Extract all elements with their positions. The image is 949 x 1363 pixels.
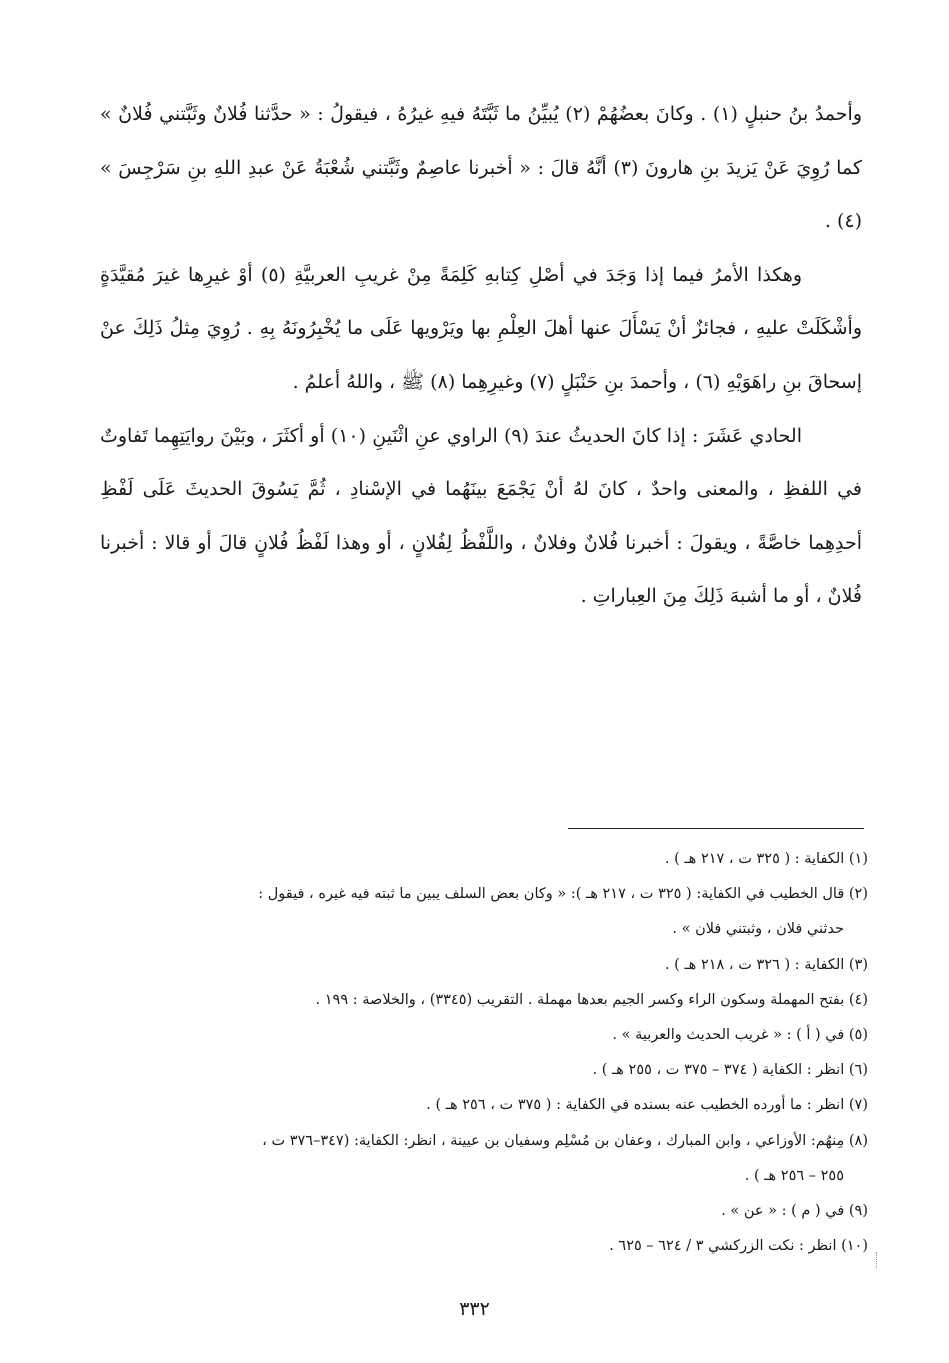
footnote-text: (٤) بفتح المهملة وسكون الراء وكسر الجيم بعدها مهملة . التقريب (٣٣٤٥) ، والخلاصة : ١٩٩ . <box>315 991 868 1008</box>
footnote-text: (١) الكفاية : ( ٣٢٥ ت ، ٢١٧ هـ ) . <box>664 851 868 867</box>
footnote-continuation: حدثني فلان ، وثبتني فلان » . <box>672 921 844 938</box>
footnotes-section <box>118 842 868 1264</box>
footnote <box>118 1018 868 1053</box>
footnote-text: (٧) انظر : ما أورده الخطيب عنه بسنده في الكفاية : ( ٣٧٥ ت ، ٢٥٦ هـ ) . <box>426 1097 868 1114</box>
footnote-continuation: ٢٥٥ – ٢٥٦ هـ ) . <box>744 1167 844 1184</box>
footnote-text: (٥) في ( أ ) : « غريب الحديث والعربية » . <box>612 1027 868 1044</box>
footnote-text: (٦) انظر : الكفاية ( ٣٧٤ – ٣٧٥ ت ، ٢٥٥ هـ ) . <box>592 1062 868 1079</box>
footnote <box>118 1053 868 1088</box>
paragraph: وأحمدُ بنُ حنبلٍ (١) . وكانَ بعضُهُمْ (٢) يُبيِّنُ ما ثَبَّتَهُ فيهِ غيرُهُ ، فيقولُ : « حدَّثنا فُلانٌ وثَبَّتني فُلانٌ » كما رُوِيَ عَنْ يَزيدَ بنِ هارونَ (٣) أنَّهُ قالَ : « أخبرنا عاصِمٌ وثَبَّتني شُعْبَةُ عَنْ عبدِ اللهِ بنِ سَرْجِسَ » (٤) . <box>100 103 863 233</box>
footnote-text: (٩) في ( م ) : « عن » . <box>721 1203 868 1220</box>
footnote <box>118 1229 868 1264</box>
footnote <box>118 1124 868 1194</box>
footnote <box>118 1088 868 1123</box>
footnote <box>118 983 868 1018</box>
footnote <box>118 1194 868 1229</box>
main-text <box>100 88 862 624</box>
footnote <box>118 877 868 947</box>
footnote <box>118 948 868 983</box>
page-number: ٣٣٢ <box>459 1298 490 1320</box>
footnote-text: (١٠) انظر : نكت الزركشي ٣ / ٦٢٤ – ٦٢٥ . <box>609 1238 868 1255</box>
footnote-text: (٢) قال الخطيب في الكفاية: ( ٣٢٥ ت ، ٢١٧ هـ ): « وكان بعض السلف يبين ما ثبته فيه غيره ، فيقول : <box>258 886 868 903</box>
footnote-divider <box>568 828 864 829</box>
paragraph: الحادي عَشَرَ : إذا كانَ الحديثُ عندَ (٩) الراوي عنِ اثْنَينِ (١٠) أو أكثَرَ ، وبَيْنَ روايَتِهِما تَفاوتٌ في اللفظِ ، والمعنى واحدٌ ، كانَ لهُ أنْ يَجْمَعَ بينَهُما في الإسْنادِ ، ثُمَّ يَسُوقَ الحديثَ عَلَى لَفْظِ أحدِهِما خاصَّةً ، ويقولَ : أخبرنا فُلانٌ وفلانٌ ، واللَّفْظُ لِفُلانٍ ، أو وهذا لَفْظُ فُلانٍ قالَ أو قالا : أخبرنا فُلانٌ ، أو ما أشبهَ ذَلِكَ مِنَ العِباراتِ . <box>100 424 862 608</box>
paragraph: وهكذا الأمرُ فيما إذا وَجَدَ في أصْلِ كِتابهِ كَلِمَةً مِنْ غريبِ العربيَّةِ (٥) أوْ غيرِها غيرَ مُقيَّدَةٍ وأشْكَلَتْ عليهِ ، فجائزٌ أنْ يَسْأَلَ عنها أهلَ العِلْمِ بها ويَرْويها عَلَى ما يُخْبِرُونَهُ بِهِ . رُوِيَ مِثلُ ذَلِكَ عنْ إسحاقَ بنِ راهَوَيْهِ (٦) ، وأحمدَ بنِ حَنْبَلٍ (٧) وغيرِهِما (٨) ﷺ ، واللهُ أعلمُ . <box>100 263 862 393</box>
footnote-text: (٨) مِنهُم: الأوزاعي ، وابن المبارك ، وعفان بن مُسْلِم وسفيان بن عيينة ، انظر: الكفاية: (٣٤٧–٣٧٦ ت ، <box>262 1132 868 1149</box>
footnote-text: (٣) الكفاية : ( ٣٢٦ ت ، ٢١٨ هـ ) . <box>664 956 868 973</box>
footnote <box>118 842 868 877</box>
margin-mark <box>876 1252 879 1268</box>
